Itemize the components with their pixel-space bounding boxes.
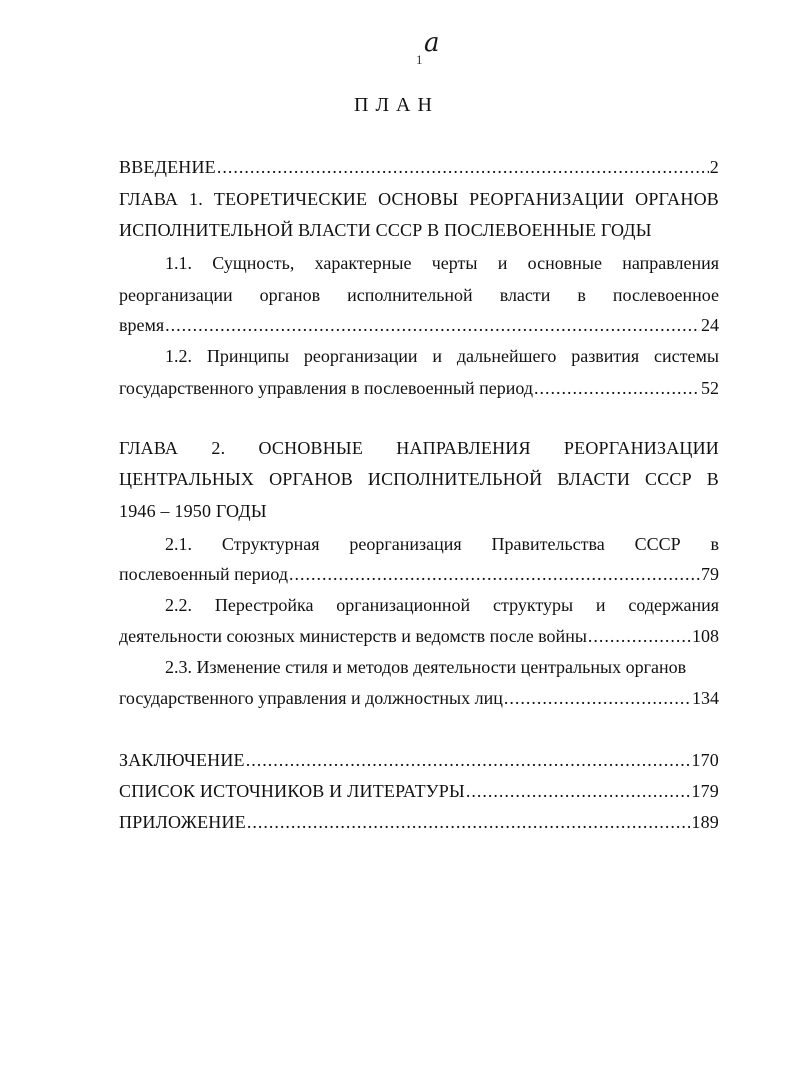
toc-entry-label: СПИСОК ИСТОЧНИКОВ И ЛИТЕРАТУРЫ <box>119 781 465 801</box>
dot-leader <box>466 780 691 802</box>
dot-leader <box>289 563 700 585</box>
section-2-1-line1: 2.1. Структурная реорганизация Правительства СССР в <box>165 534 719 554</box>
section-1-1-line3 <box>119 314 719 336</box>
dot-leader <box>588 625 691 647</box>
toc-entry-page: 108 <box>692 626 719 646</box>
dot-leader <box>217 156 709 178</box>
chapter1-heading-line2: ИСПОЛНИТЕЛЬНОЙ ВЛАСТИ СССР В ПОСЛЕВОЕННЫЕ ГОДЫ <box>119 220 652 240</box>
toc-entry-label: государственного управления и должностных лиц <box>119 688 503 708</box>
toc-entry-intro <box>119 156 719 178</box>
page-number: 1 <box>416 52 423 67</box>
toc-entry-label: ЗАКЛЮЧЕНИЕ <box>119 750 245 770</box>
toc-entry-page: 52 <box>701 378 719 398</box>
toc-entry-page: 79 <box>701 564 719 584</box>
toc-entry-sources <box>119 780 719 802</box>
toc-entry-label: время <box>119 315 165 335</box>
chapter1-heading-line1: ГЛАВА 1. ТЕОРЕТИЧЕСКИЕ ОСНОВЫ РЕОРГАНИЗАЦИИ ОРГАНОВ <box>119 189 719 209</box>
toc-entry-label: деятельности союзных министерств и ведомств после войны <box>119 626 587 646</box>
section-2-3-line2 <box>119 687 719 709</box>
section-2-2-line1: 2.2. Перестройка организационной структуры и содержания <box>165 595 719 615</box>
dot-leader <box>246 749 691 771</box>
chapter2-heading-line3: 1946 – 1950 ГОДЫ <box>119 501 267 521</box>
section-1-2-line1: 1.2. Принципы реорганизации и дальнейшего развития системы <box>165 346 719 366</box>
toc-entry-conclusion <box>119 749 719 771</box>
toc-entry-page: 2 <box>709 157 719 177</box>
section-2-3-line1: 2.3. Изменение стиля и методов деятельности центральных органов <box>165 657 687 677</box>
dot-leader <box>165 314 700 336</box>
toc-entry-page: 24 <box>701 315 719 335</box>
section-2-1-line2 <box>119 563 719 585</box>
toc-entry-label: ВВЕДЕНИЕ <box>119 157 216 177</box>
dot-leader <box>504 687 691 709</box>
toc-entry-page: 189 <box>691 812 719 832</box>
dot-leader <box>247 811 691 833</box>
section-1-1-line1: 1.1. Сущность, характерные черты и основные направления <box>165 253 719 273</box>
chapter2-heading-line1: ГЛАВА 2. ОСНОВНЫЕ НАПРАВЛЕНИЯ РЕОРГАНИЗАЦИИ <box>119 438 719 458</box>
section-1-2-line2 <box>119 377 719 399</box>
chapter2-heading-line2: ЦЕНТРАЛЬНЫХ ОРГАНОВ ИСПОЛНИТЕЛЬНОЙ ВЛАСТИ СССР В <box>119 469 719 489</box>
toc-entry-appendix <box>119 811 719 833</box>
dot-leader <box>534 377 700 399</box>
toc-entry-label: государственного управления в послевоенный период <box>119 378 533 398</box>
toc-entry-page: 170 <box>691 750 719 770</box>
handwritten-mark: a <box>424 28 440 58</box>
toc-entry-label: послевоенный период <box>119 564 289 584</box>
page-title: ПЛАН <box>354 94 439 116</box>
section-2-2-line2 <box>119 625 719 647</box>
section-1-1-line2: реорганизации органов исполнительной власти в послевоенное <box>119 285 719 305</box>
toc-entry-page: 134 <box>692 688 719 708</box>
toc-entry-label: ПРИЛОЖЕНИЕ <box>119 812 246 832</box>
toc-entry-page: 179 <box>691 781 719 801</box>
